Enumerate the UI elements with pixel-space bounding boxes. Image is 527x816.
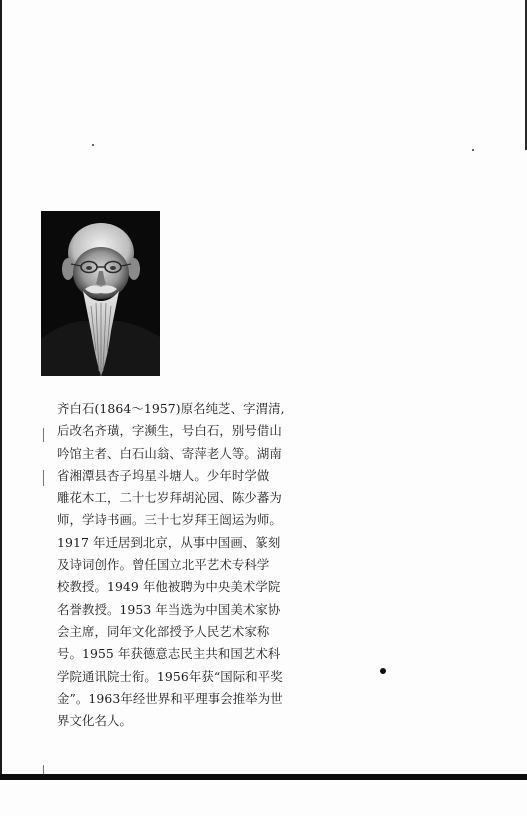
- scan-speck: [472, 149, 474, 151]
- bio-line: 师，学诗书画。三十七岁拜王闿运为师。: [57, 512, 282, 528]
- margin-tick: [43, 765, 44, 774]
- bio-line: 齐白石(1864～1957)原名纯芝、字渭清,: [57, 401, 285, 416]
- bottom-rule: [0, 774, 527, 780]
- bio-line: 会主席，同年文化部授予人民艺术家称: [57, 623, 270, 639]
- bio-line: 1917 年迁居到北京，从事中国画、篆刻: [57, 534, 281, 550]
- margin-tick: [43, 428, 44, 442]
- bio-line: 校教授。1949 年他被聘为中央美术学院: [57, 579, 281, 595]
- portrait-photo: [41, 211, 160, 376]
- bio-line: 及诗词创作。曾任国立北平艺术专科学: [57, 557, 270, 573]
- margin-tick: [43, 470, 44, 486]
- bio-line: 雕花木工，二十七岁拜胡沁园、陈少蕃为: [57, 490, 282, 506]
- bio-line: 金”。1963年经世界和平理事会推举为世: [57, 690, 283, 706]
- scan-speck: [92, 144, 94, 146]
- bio-line: 省湘潭县杏子坞星斗塘人。少年时学做: [57, 467, 270, 483]
- bio-line: 名誉教授。1953 年当选为中国美术家协: [57, 601, 281, 617]
- scan-edge-left: [0, 0, 2, 780]
- bio-line: 界文化名人。: [57, 713, 132, 729]
- biography-text: [57, 398, 285, 732]
- bio-line: 后改名齐璜，字濒生，号白石，别号借山: [57, 423, 282, 439]
- ink-dot: [380, 668, 386, 674]
- bio-line: 学院通讯院士衔。1956年获“国际和平奖: [57, 668, 283, 684]
- bio-line: 号。1955 年获德意志民主共和国艺术科: [57, 646, 281, 662]
- bio-line: 吟馆主者、白石山翁、寄萍老人等。湖南: [57, 445, 282, 461]
